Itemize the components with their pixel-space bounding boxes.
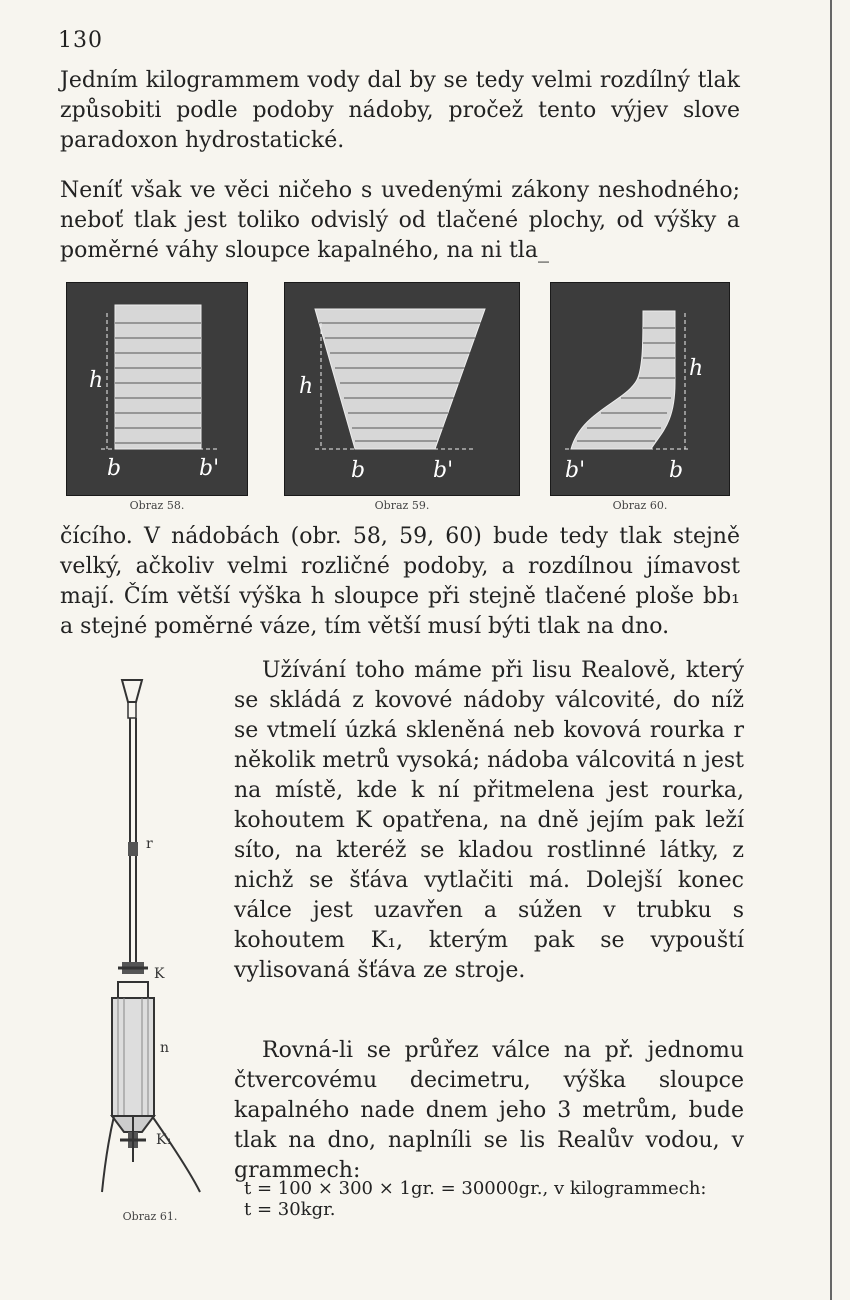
figure-59-caption: Obraz 59. (374, 499, 430, 512)
equation-grams: t = 100 × 300 × 1gr. = 30000gr., v kilogrammech: (244, 1178, 707, 1199)
paragraph-5 (234, 1036, 744, 1186)
figure-59-vessel-drawing (285, 283, 519, 495)
figure-58-caption: Obraz 58. (129, 499, 185, 512)
page-number: 130 (58, 28, 103, 53)
paragraph-1: Jedním kilogrammem vody dal by se tedy velmi rozdílný tlak způsobiti podle podoby nádoby, pročež tento výjev slove paradoxon hydrostatické. (60, 68, 740, 153)
figure-61-press-drawing (100, 672, 230, 1202)
label-b: b (107, 456, 122, 481)
label-h: h (299, 374, 314, 399)
figure-60-vessel-drawing (551, 283, 729, 495)
label-b-prime: b' (433, 458, 454, 483)
figure-60-caption: Obraz 60. (612, 499, 668, 512)
figure-60 (550, 282, 730, 512)
page-edge-rule (830, 0, 832, 1300)
paragraph-2: Neníť však ve věci ničeho s uvedenými zákony neshodného; neboť tlak jest toliko odvislý od tlačené plochy, od výšky a poměrné váhy sloupce kapalného, na ni tla_ (60, 178, 740, 263)
label-k1: K₁ (156, 1132, 173, 1148)
label-b: b (351, 458, 366, 483)
label-r: r (146, 836, 153, 852)
paragraph-4-text: Užívání toho máme při lisu Realově, který se skládá z kovové nádoby válcovité, do níž se vtmelí úzká skleněná neb kovová rourka r několik metrů vysoká; nádoba válcovitá n jest na místě, kde k ní přitmelena jest rourka, kohoutem K opatřena, na dně jejím pak leží síto, na kteréž se kladou rostlinné látky, z nichž se šťáva vytlačiti má. Dolejší konec válce jest uzavřen a súžen v trubku s kohoutem K₁, kterým pak se vypouští vylisovaná šťáva ze stroje. (234, 658, 744, 983)
figure-row (0, 282, 850, 512)
paragraph-3: čícího. V nádobách (obr. 58, 59, 60) bude tedy tlak stejně velký, ačkoliv velmi rozličné podoby, a rozdílnou jímavost mají. Čím větší výška h sloupce při stejně tlačené ploše bb₁ a stejné poměrné váze, tím větší musí býti tlak na dno. (60, 524, 740, 639)
label-h: h (689, 356, 704, 381)
label-n: n (160, 1040, 170, 1056)
label-b: b (669, 458, 684, 483)
paragraph-4 (234, 656, 744, 986)
label-b-prime: b' (565, 458, 586, 483)
label-h: h (89, 368, 104, 393)
figure-58-vessel-drawing (67, 283, 247, 495)
equation-kilograms: t = 30kgr. (244, 1199, 336, 1220)
figure-59 (284, 282, 520, 512)
paragraph-5-text: Rovná-li se průřez válce na př. jednomu čtvercovému decimetru, výška sloupce kapalného nade dnem jeho 3 metrům, bude tlak na dno, naplníli se lis Realův vodou, v grammech: (234, 1038, 744, 1183)
figure-58 (66, 282, 248, 512)
figure-61-caption: Obraz 61. (122, 1210, 178, 1223)
equation-block (244, 1178, 706, 1220)
label-k: K (154, 966, 165, 982)
label-b-prime: b' (199, 456, 220, 481)
